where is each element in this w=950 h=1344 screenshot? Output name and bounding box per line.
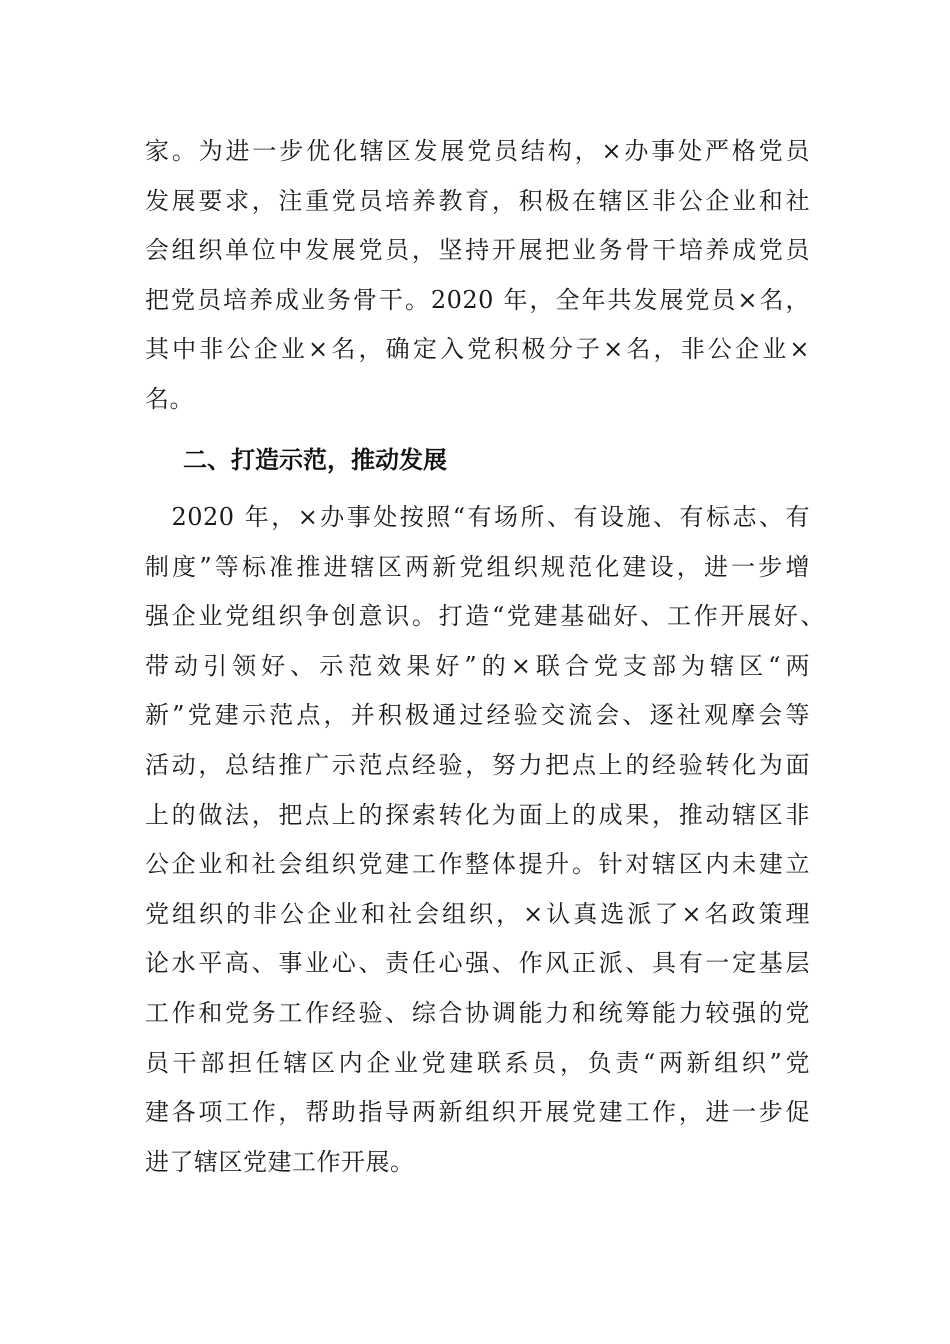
- text-line: 进了辖区党建工作开展。: [145, 1147, 415, 1176]
- text-line: 其中非公企业×名，确定入党积极分子×名，非公企业×: [145, 335, 810, 364]
- text-line: 员干部担任辖区内企业党建联系员，负责“两新组织”党: [145, 1048, 810, 1077]
- text-line: 带动引领好、示范效果好”的×联合党支部为辖区“两: [145, 651, 810, 680]
- paragraph-party-member-development: [145, 127, 810, 425]
- text-line: 党组织的非公企业和社会组织，×认真选派了×名政策理: [145, 899, 810, 928]
- text-line: 把党员培养成业务骨干。2020 年，全年共发展党员×名，: [145, 285, 810, 314]
- text-line: 2020 年，×办事处按照“有场所、有设施、有标志、有: [145, 503, 810, 531]
- text-line: 建各项工作，帮助指导两新组织开展党建工作，进一步促: [145, 1098, 810, 1127]
- text-line: 发展要求，注重党员培养教育，积极在辖区非公企业和社: [145, 186, 810, 215]
- text-line: 家。为进一步优化辖区发展党员结构，×办事处严格党员: [145, 137, 810, 165]
- text-line: 上的做法，把点上的探索转化为面上的成果，推动辖区非: [145, 800, 810, 829]
- paragraph-demonstration: [145, 493, 825, 1187]
- text-line: 制度”等标准推进辖区两新党组织规范化建设，进一步增: [145, 552, 810, 581]
- text-line: 名。: [145, 384, 194, 413]
- text-line: 论水平高、事业心、责任心强、作风正派、具有一定基层: [145, 949, 810, 978]
- text-line: 新”党建示范点，并积极通过经验交流会、逐社观摩会等: [145, 701, 810, 730]
- text-line: 工作和党务工作经验、综合协调能力和统筹能力较强的党: [145, 998, 810, 1027]
- text-line: 强企业党组织争创意识。打造“党建基础好、工作开展好、: [145, 602, 825, 631]
- text-line: 会组织单位中发展党员，坚持开展把业务骨干培养成党员: [145, 236, 810, 265]
- section-heading: 二、打造示范，推动发展: [183, 446, 447, 474]
- text-line: 活动，总结推广示范点经验，努力把点上的经验转化为面: [145, 750, 810, 779]
- text-line: 公企业和社会组织党建工作整体提升。针对辖区内未建立: [145, 850, 810, 879]
